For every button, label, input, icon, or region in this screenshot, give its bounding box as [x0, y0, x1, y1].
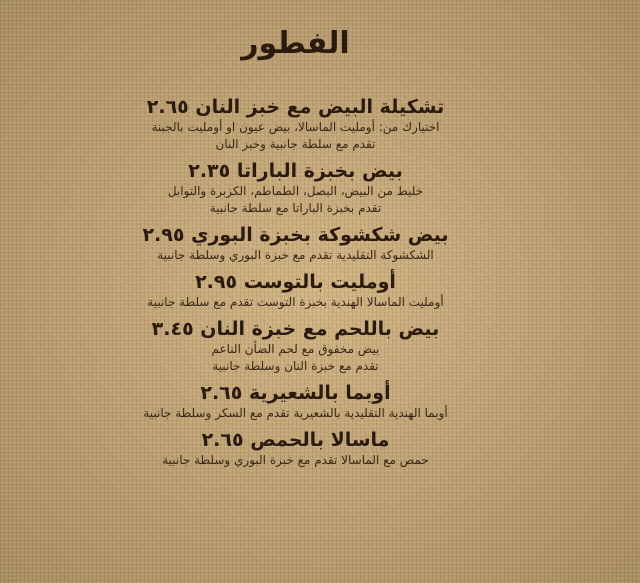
menu-item — [98, 159, 493, 217]
menu-item-name: بيض باللحم مع خبزة النان ٣.٤٥ — [151, 318, 440, 340]
menu-item-description: تقدم بخبزة الباراتا مع سلطة جانبية — [209, 201, 382, 215]
menu-item — [98, 317, 493, 375]
menu-item-name: بيض بخبزة الباراتا ٢.٣٥ — [188, 160, 403, 182]
menu-item-description: تقدم مع سلطة جانبية وخبز النان — [215, 137, 376, 151]
menu-item-description: الشكشوكة التقليدية تقدم مع خبزة البوري وسلطة جانبية — [157, 248, 434, 262]
menu-item — [98, 95, 493, 153]
menu-item-description: بيض مخفوق مع لحم الضأن الناعم — [211, 342, 380, 356]
menu-item-description: تقدم مع خبزة النان وسلطة جانبية — [212, 359, 379, 373]
menu-item-description: أوبما الهندية التقليدية بالشعيرية تقدم مع السكر وسلطة جانبية — [143, 406, 448, 420]
menu-title: الفطور — [241, 26, 350, 61]
menu-item-description: أومليت الماسالا الهندية بخبزة التوست تقدم مع سلطة جانبية — [147, 295, 444, 309]
menu-item-name: أومليت بالتوست ٢.٩٥ — [195, 271, 396, 293]
menu-item-name: ماسالا بالحمص ٢.٦٥ — [201, 429, 390, 451]
breakfast-menu — [98, 26, 493, 475]
menu-item-description: اختيارك من: أومليت الماسالا، بيض عيون او أومليت بالجبنة — [151, 120, 440, 134]
menu-item-name: تشكيلة البيض مع خبز النان ٢.٦٥ — [146, 96, 445, 118]
menu-item — [98, 428, 493, 469]
menu-item-name: أوبما بالشعيرية ٢.٦٥ — [200, 382, 391, 404]
menu-item — [98, 223, 493, 264]
menu-item-description: حمص مع الماسالا تقدم مع خبزة البوري وسلطة جانبية — [162, 453, 429, 467]
menu-item — [98, 381, 493, 422]
menu-item-name: بيض شكشوكة بخبزة البوري ٢.٩٥ — [142, 224, 449, 246]
menu-item-description: خليط من البيض، البصل، الطماطم، الكزبرة والتوابل — [167, 184, 424, 198]
menu-item — [98, 270, 493, 311]
